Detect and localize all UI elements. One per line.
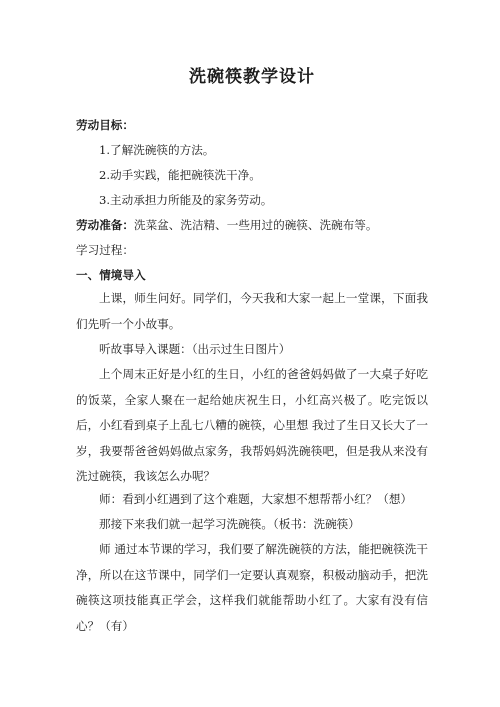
paragraph-2: 听故事导入课题：（出示过生日图片）: [99, 342, 291, 356]
prep-text: 洗菜盆、洗洁精、一些用过的碗筷、洗碗布等。: [133, 218, 378, 232]
goal-item-3: 3.主动承担力所能及的家务劳动。: [99, 193, 273, 207]
paragraph-3: 上个周末正好是小红的生日，小红的爸爸妈妈做了一大桌子好吃的饭菜，全家人聚在一起给她庆祝生日，小红高兴极了。吃完饭以后，小红看到桌子上乱七八糟的碗筷，心里想 我过了生日又长大了一岁，我要帮爸爸妈妈做点家务，我帮妈妈洗碗筷吧，但是我从来没有洗过碗筷，我该怎么办呢？: [76, 367, 428, 484]
goal-item-2: 2.动手实践，能把碗筷洗干净。: [99, 168, 261, 182]
goal-item-1: 1.了解洗碗筷的方法。: [99, 143, 215, 157]
section1-heading: 一、情境导入: [76, 268, 146, 282]
prep-line: [76, 217, 377, 233]
paragraph-1: 上课，师生问好。同学们，今天我和大家一起上一堂课，下面我们先听一个小故事。: [76, 291, 428, 331]
paragraph-6: 师 通过本节课的学习，我们要了解洗碗筷的方法，能把碗筷洗干净，所以在这节课中，同学们一定要认真观察，积极动脑动手，把洗碗筷这项技能真正学会，这样我们就能帮助小红了。大家有没有信心？（有）: [76, 542, 428, 633]
prep-label: 劳动准备：: [76, 218, 134, 232]
paragraph-4: 师：看到小红遇到了这个难题，大家想不想帮帮小红？（想）: [99, 492, 413, 506]
paragraph-5: 那接下来我们就一起学习洗碗筷。（板书：洗碗筷）: [99, 517, 360, 531]
goals-heading: 劳动目标：: [76, 118, 134, 132]
process-heading: 学习过程：: [76, 243, 134, 257]
page-title: 洗碗筷教学设计: [189, 67, 315, 87]
